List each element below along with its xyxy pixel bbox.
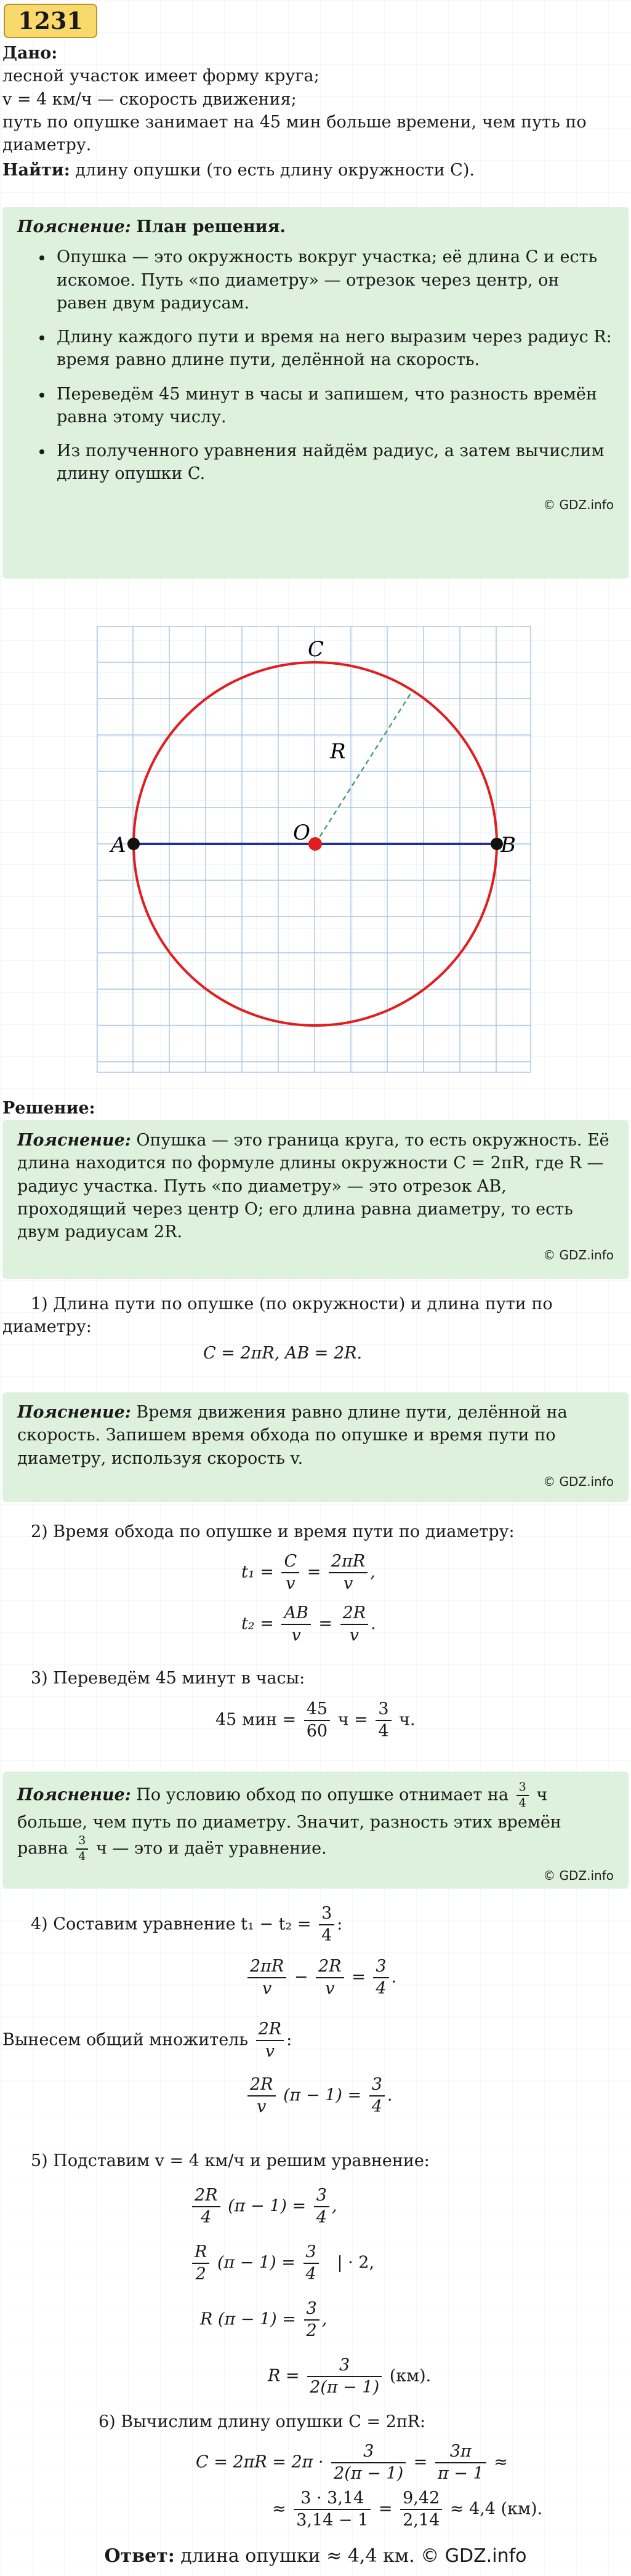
eq-minus: − [294,1967,308,1987]
task-number-badge: 1231 [4,4,97,38]
note-2-box [2,1392,629,1502]
s6-l2-lhs: ≈ [272,2499,286,2519]
eq-frac-3: $\frac{3}{4}$ [373,1956,388,1999]
s5-l3-lhs: R (π − 1) = [200,2309,296,2329]
s5-frac-6: $\frac{3}{2(\pi - 1)}$ [307,2355,382,2398]
step-3-end: ч. [399,1710,416,1730]
answer-line [0,2543,631,2569]
note-3-credit: © GDZ.info [543,1868,614,1884]
factor-text: Вынесем общий множитель $\frac{2R}{v}$ : [2,2020,292,2061]
step-4-text: 4) Составим уравнение t₁ − t₂ = $\frac{3}{4}$ : [31,1904,343,1945]
plan-box [2,207,629,579]
step-3-text: 3) Переведём 45 минут в часы: [31,1669,305,1688]
plan-item: • Опушка — это окружность вокруг участка; её длина C и есть искомое. Путь «по диаметру» — отрезок через центр, он равен двум радиусам. [53,246,614,315]
circle-figure [92,622,542,1077]
note-3-frac-1: $\frac{3}{4}$ [516,1780,529,1811]
step-3-mid: ч = [337,1710,368,1730]
s5-l2-tail: | · 2, [337,2253,375,2273]
s5-l2-mid: (π − 1) = [217,2253,295,2273]
eq-frac-1: $\frac{2\pi R}{v}$ [247,1956,286,1999]
s5-l4-lhs: R = [268,2366,300,2386]
plan-credit: © GDZ.info [543,497,614,512]
t2-formula: t₂ = $\frac{AB}{v}$ = $\frac{2R}{v}$ . [241,1603,376,1645]
given-line-1: лесной участок имеет форму круга; [2,66,320,86]
plan-item: • Переведём 45 минут в часы и запишем, что разность времён равна этому числу. [53,383,614,429]
plan-item: • Длину каждого пути и время на него выразим через радиус R: время равно длине пути, делённой на скорость. [53,326,614,372]
s6-frac-2: $\frac{3\pi}{\pi - 1}$ [435,2441,486,2484]
step-6-line-2 [272,2488,542,2531]
factored-frac-2: $\frac{3}{4}$ [369,2074,385,2117]
label-r: R [330,739,346,764]
s5-frac-3: $\frac{R}{2}$ [192,2242,209,2285]
find-label: Найти: [2,161,70,180]
given-label: Дано: [2,44,58,63]
s5-frac-5: $\frac{3}{2}$ [304,2298,320,2341]
step-5-line-2 [190,2242,374,2285]
answer-credit: © GDZ.info [420,2545,527,2567]
label-c: C [308,637,324,662]
s6-frac-1: $\frac{3}{2(\pi - 1)}$ [331,2441,406,2484]
step-2-text: 2) Время обхода по опушке и время пути по диаметру: [31,1522,515,1541]
point-a [127,838,140,850]
s5-frac-2: $\frac{3}{4}$ [314,2185,329,2228]
s6-l2-tail: ≈ 4,4 (км). [449,2499,543,2519]
label-a: A [111,833,126,857]
step-6-text: 6) Вычислим длину опушки C = 2πR: [98,2412,426,2431]
note-1-head: Пояснение: [17,1131,131,1150]
plan-item: • Из полученного уравнения найдём радиус, а затем вычислим длину опушки C. [53,439,614,486]
t1-frac-1: $\frac{C}{v}$ [281,1551,299,1594]
step-4-label: 4) Составим уравнение t₁ − t₂ = [31,1914,311,1934]
factored-equation: $\frac{2R}{v}$ (π − 1) = $\frac{3}{4}$ . [245,2074,392,2117]
note-2-head: Пояснение: [17,1403,131,1422]
s5-frac-4: $\frac{3}{4}$ [303,2242,319,2285]
label-b: B [500,833,516,857]
s6-l1-mid: = [413,2452,428,2472]
note-2-text: Время движения равно длине пути, делённой на скорость. Запишем время обхода по опушке и время пути по диаметру, используя скорость v. [17,1403,568,1468]
step-6-line-1 [196,2441,508,2484]
step-3-formula [215,1699,416,1742]
find-line [2,159,629,182]
t2-frac-2: $\frac{2R}{v}$ [340,1603,369,1646]
step-3-lhs: 45 мин = [215,1710,297,1730]
eq-equals: = [352,1967,366,1987]
factor-frac: $\frac{2R}{v}$ [256,2019,284,2062]
s6-l1-tail: ≈ [494,2452,508,2472]
t2-frac-1: $\frac{AB}{v}$ [281,1603,310,1646]
answer-text: длина опушки ≈ 4,4 км. [180,2545,415,2567]
given-line-3: путь по опушке занимает на 45 мин больше времени, чем путь по диаметру. [2,112,587,154]
step-3-frac-2: $\frac{3}{4}$ [376,1699,391,1742]
note-3-frac-2: $\frac{3}{4}$ [76,1834,88,1864]
factored-frac-1: $\frac{2R}{v}$ [247,2074,276,2117]
s5-l1-mid: (π − 1) = [228,2196,307,2216]
note-1-text: Опушка — это граница круга, то есть окружность. Её длина находится по формуле длины окружности C = 2πR, где R — радиус участка. Путь «по диаметру» — это отрезок AB, проходящий через центр O; его длина равна диаметру, то есть двум радиусам 2R. [17,1131,609,1242]
plan-title: План решения. [136,217,286,236]
eq-frac-2: $\frac{2R}{v}$ [316,1956,344,1999]
note-1-credit: © GDZ.info [543,1248,614,1263]
label-o: O [293,821,310,845]
step-5-text: 5) Подставим v = 4 км/ч и решим уравнение: [31,2151,430,2170]
step-1-text: 1) Длина пути по опушке (по окружности) и длина пути по диаметру: [2,1294,553,1337]
note-3-head: Пояснение: [17,1785,131,1805]
point-o [308,837,322,851]
t1-formula: t₁ = $\frac{C}{v}$ = $\frac{2\pi R}{v}$ , [241,1552,376,1593]
s6-l1-lhs: C = 2πR = 2π · [196,2452,324,2472]
s5-frac-1: $\frac{2R}{4}$ [192,2185,220,2228]
radius-line [315,691,412,844]
factor-label: Вынесем общий множитель [2,2030,249,2050]
note-2-credit: © GDZ.info [543,1474,614,1489]
answer-label: Ответ: [104,2545,175,2567]
note-3-box [2,1772,629,1888]
note-1-box [2,1120,629,1279]
step-5-line-1: $\frac{2R}{4}$ (π − 1) = $\frac{3}{4}$ , [190,2185,337,2228]
step-1-formula: C = 2πR, AB = 2R. [203,1344,363,1363]
step-5-line-4 [268,2355,431,2398]
note-3-text-a: По условию обход по опушке отнимает на [136,1785,509,1805]
step-4-equation: $\frac{2\pi R}{v}$ − $\frac{2R}{v}$ = $\frac{3}{4}$ . [245,1956,396,1999]
step-5-line-3: R (π − 1) = $\frac{3}{2}$ , [200,2299,328,2340]
s5-l4-tail: (км). [389,2366,432,2386]
plan-list [17,246,614,485]
factored-mid: (π − 1) = [283,2085,362,2105]
find-text: длину опушки (то есть длину окружности C). [75,161,475,180]
given-block [0,42,631,182]
s6-frac-3: $\frac{3 \cdot 3,14}{3,14 - 1}$ [294,2488,371,2531]
s6-frac-4: $\frac{9,42}{2,14}$ [400,2488,442,2531]
step-3-frac-1: $\frac{45}{60}$ [304,1699,330,1742]
plan-head: Пояснение: [17,217,131,236]
t2-lhs: t₂ = [241,1614,274,1634]
t1-frac-2: $\frac{2\pi R}{v}$ [329,1551,368,1594]
solution-label: Решение: [2,1099,95,1118]
note-3-text-c: ч — это и даёт уравнение. [95,1839,327,1858]
note-3-text-b: ч больше, чем путь по диаметру. Значит, разность этих времён равна [17,1785,561,1858]
s6-l2-mid: = [378,2499,393,2519]
step-4-frac: $\frac{3}{4}$ [319,1903,334,1946]
t1-lhs: t₁ = [241,1562,274,1582]
given-line-2: v = 4 км/ч — скорость движения; [2,89,297,109]
